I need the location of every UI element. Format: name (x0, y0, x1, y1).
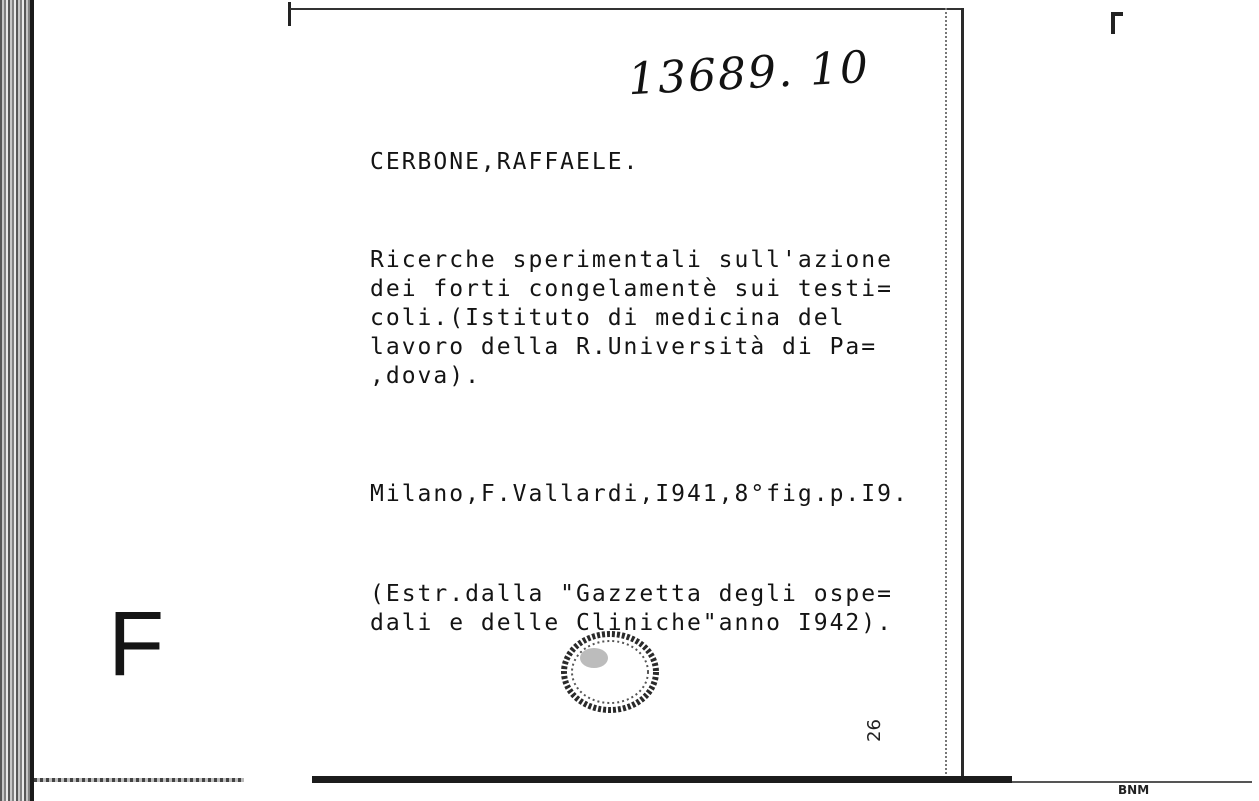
work-title (370, 246, 893, 391)
card-top-border (290, 8, 964, 10)
side-page-number: 26 (864, 719, 885, 742)
note-line: (Estr.dalla "Gazzetta degli ospe= (370, 581, 893, 607)
note-line: dali e delle Cliniche"anno I942). (370, 610, 893, 636)
scan-left-edge (0, 0, 34, 801)
library-stamp-icon (558, 628, 662, 714)
catalog-number: 13689. 10 (626, 41, 872, 106)
title-line: coli.(Istituto di medicina del (370, 305, 846, 331)
corner-code: BNM (1118, 783, 1150, 797)
card-dotted-guide (945, 8, 947, 778)
next-card-edge-mark (1111, 12, 1115, 34)
section-letter: F (108, 593, 165, 695)
card-top-tick (288, 2, 291, 26)
scan-bottom-left-edge (34, 778, 244, 782)
title-line: dei forti congelamentè sui testi= (370, 276, 893, 302)
title-line: Ricerche sperimentali sull'azione (370, 247, 893, 273)
scan-left-border (30, 0, 34, 801)
author-name: CERBONE,RAFFAELE. (370, 149, 640, 175)
publication-imprint: Milano,F.Vallardi,I941,8°fig.p.I9. (370, 481, 909, 507)
title-line: lavoro della R.Università di Pa= (370, 334, 878, 360)
card-right-border (961, 8, 964, 778)
title-line: ,dova). (370, 363, 481, 389)
card-bottom-border (312, 776, 1012, 783)
